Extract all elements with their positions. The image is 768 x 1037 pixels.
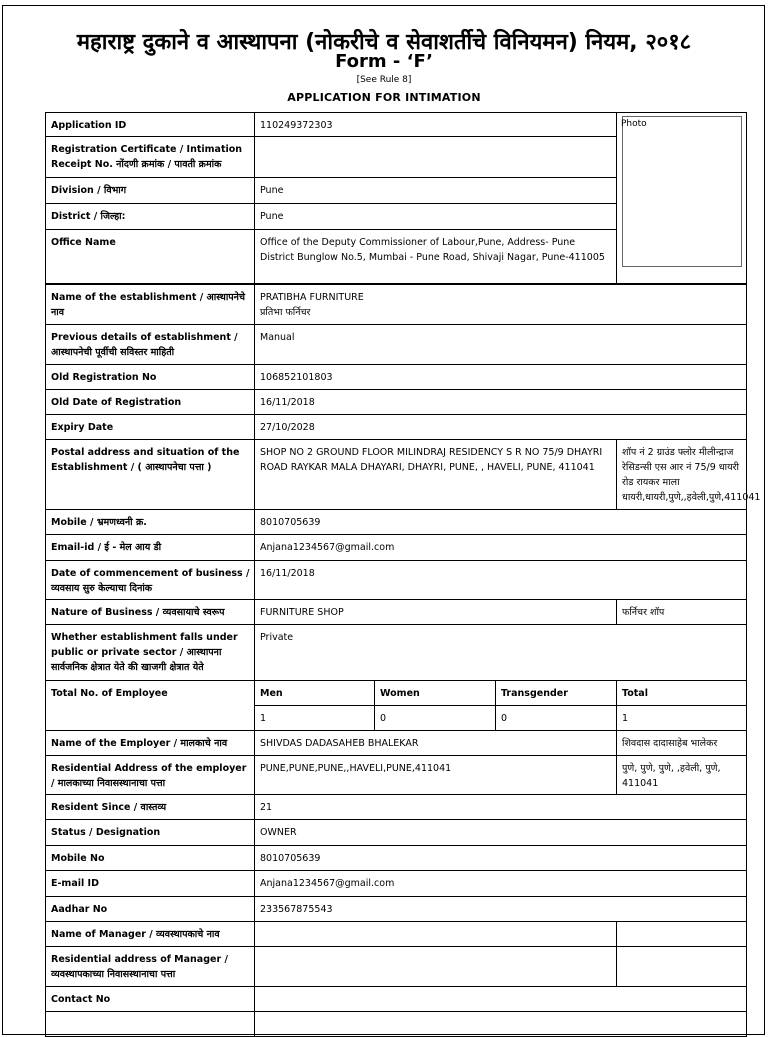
table-row <box>46 756 747 795</box>
table-row <box>46 415 747 440</box>
table-row <box>46 947 747 987</box>
table-row <box>46 390 747 415</box>
old-date-value: 16/11/2018 <box>255 390 747 415</box>
expiry-date-label: Expiry Date <box>46 415 255 440</box>
manager-address-en <box>255 947 617 987</box>
blank-cell <box>255 1012 747 1037</box>
form-label: Form - ‘F’ <box>335 51 433 72</box>
table-row <box>46 625 747 681</box>
field-value: Pune <box>255 178 617 204</box>
table-row <box>46 510 747 535</box>
manager-name-en <box>255 922 617 947</box>
status-label: Status / Designation <box>46 820 255 846</box>
page-title: महाराष्ट्र दुकाने व आस्थापना (नोकरीचे व सेवाशर्तीचे विनियमन) नियम, २०१८ <box>76 30 692 55</box>
field-label: Registration Certificate / Intimation Receipt No. नोंदणी क्रमांक / पावती क्रमांक <box>46 137 255 178</box>
manager-address-label: Residential address of Manager / व्यवस्थापकाच्या निवासस्थानाचा पत्ता <box>46 947 255 987</box>
table-row <box>46 681 747 706</box>
employer-address-label: Residential Address of the employer / मालकाच्या निवासस्थानाचा पत्ता <box>46 756 255 795</box>
field-value <box>255 137 617 178</box>
contact-no-label: Contact No <box>46 987 255 1012</box>
table-row <box>46 795 747 820</box>
field-label: Application ID <box>46 113 255 137</box>
email-value: Anjana1234567@gmail.com <box>255 535 747 561</box>
manager-name-label: Name of Manager / व्यवस्थापकाचे नाव <box>46 922 255 947</box>
expiry-date-value: 27/10/2028 <box>255 415 747 440</box>
employees-total-header: Total <box>617 681 747 706</box>
aadhar-value: 233567875543 <box>255 897 747 922</box>
photo-label: Photo <box>621 119 647 129</box>
aadhar-label: Aadhar No <box>46 897 255 922</box>
table-row <box>46 285 747 325</box>
contact-no-value <box>255 987 747 1012</box>
commencement-label: Date of commencement of business / व्यवसाय सुरु केल्याचा दिनांक <box>46 561 255 600</box>
employer-name-mr: शिवदास दादासाहेब भालेकर <box>617 731 747 756</box>
table-row <box>46 365 747 390</box>
field-label: District / जिल्हा: <box>46 204 255 230</box>
nature-value-en: FURNITURE SHOP <box>255 600 617 625</box>
mobile-label: Mobile / भ्रमणध्वनी क्र. <box>46 510 255 535</box>
nature-value-mr: फर्निचर शॉप <box>617 600 747 625</box>
blank-cell <box>46 1012 255 1037</box>
field-value: 110249372303 <box>255 113 617 137</box>
employees-men-header: Men <box>255 681 375 706</box>
employer-mobile-label: Mobile No <box>46 846 255 871</box>
details-table <box>45 284 761 1037</box>
mobile-value: 8010705639 <box>255 510 747 535</box>
employer-address-mr: पुणे, पुणे, पुणे, ,हवेली, पुणे, 411041 <box>617 756 747 795</box>
status-value: OWNER <box>255 820 747 846</box>
nature-label: Nature of Business / व्यवसायाचे स्वरूप <box>46 600 255 625</box>
postal-address-label: Postal address and situation of the Establishment / ( आस्थापनेचा पत्ता ) <box>46 440 255 510</box>
form-heading: APPLICATION FOR INTIMATION <box>287 91 481 104</box>
email-label: Email-id / ई - मेल आय डी <box>46 535 255 561</box>
employees-women-header: Women <box>375 681 496 706</box>
sector-label: Whether establishment falls under public or private sector / आस्थापना सार्वजनिक क्षेत्रात येते की खाजगी क्षेत्रात येते <box>46 625 255 681</box>
table-row <box>46 987 747 1012</box>
field-value: Pune <box>255 204 617 230</box>
table-row <box>46 325 747 365</box>
employees-women-value: 0 <box>375 706 496 731</box>
previous-details-label: Previous details of establishment / आस्थापनेची पूर्वीची सविस्तर माहिती <box>46 325 255 365</box>
table-row <box>46 535 747 561</box>
old-registration-label: Old Registration No <box>46 365 255 390</box>
field-label: Division / विभाग <box>46 178 255 204</box>
field-value: Office of the Deputy Commissioner of Labour,Pune, Address- Pune District Bunglow No.5, Mumbai - Pune Road, Shivaji Nagar, Pune-411005 <box>255 230 617 284</box>
manager-name-mr <box>617 922 747 947</box>
commencement-value: 16/11/2018 <box>255 561 747 600</box>
employees-transgender-value: 0 <box>496 706 617 731</box>
table-row <box>46 922 747 947</box>
establishment-name-en: PRATIBHA FURNITURE <box>260 292 364 303</box>
table-row <box>46 871 747 897</box>
establishment-name-mr: प्रतिभा फर्निचर <box>260 307 311 318</box>
employees-men-value: 1 <box>255 706 375 731</box>
photo-box <box>622 116 742 267</box>
employer-mobile-value: 8010705639 <box>255 846 747 871</box>
employer-name-label: Name of the Employer / मालकाचे नाव <box>46 731 255 756</box>
table-row <box>46 440 747 510</box>
manager-address-mr <box>617 947 747 987</box>
postal-address-mr: शॉप नं 2 ग्राउंड फ्लोर मीलीन्द्राज रेसिडन्सी एस आर नं 75/9 धायरी रोड रायकर माला धायरी,धायरी,पुणे,,हवेली,पुणे,411041 <box>617 440 747 510</box>
old-registration-value: 106852101803 <box>255 365 747 390</box>
table-row <box>46 897 747 922</box>
table-row <box>46 600 747 625</box>
establishment-name-value <box>255 285 747 325</box>
employees-transgender-header: Transgender <box>496 681 617 706</box>
resident-since-label: Resident Since / वास्तव्य <box>46 795 255 820</box>
previous-details-value: Manual <box>255 325 747 365</box>
field-label: Office Name <box>46 230 255 284</box>
employees-total-value: 1 <box>617 706 747 731</box>
postal-address-en: SHOP NO 2 GROUND FLOOR MILINDRAJ RESIDENCY S R NO 75/9 DHAYRI ROAD RAYKAR MALA DHAYARI, DHAYRI, PUNE, , HAVELI, PUNE, 411041 <box>255 440 617 510</box>
table-row <box>46 820 747 846</box>
employer-email-value: Anjana1234567@gmail.com <box>255 871 747 897</box>
employer-email-label: E-mail ID <box>46 871 255 897</box>
table-row <box>46 1012 747 1037</box>
employer-address-en: PUNE,PUNE,PUNE,,HAVELI,PUNE,411041 <box>255 756 617 795</box>
table-row <box>46 846 747 871</box>
old-date-label: Old Date of Registration <box>46 390 255 415</box>
table-row <box>46 731 747 756</box>
resident-since-value: 21 <box>255 795 747 820</box>
table-row <box>46 561 747 600</box>
employee-count-label: Total No. of Employee <box>46 681 255 731</box>
establishment-name-label: Name of the establishment / आस्थापनेचे नाव <box>46 285 255 325</box>
rule-reference: [See Rule 8] <box>356 75 412 85</box>
employer-name-en: SHIVDAS DADASAHEB BHALEKAR <box>255 731 617 756</box>
sector-value: Private <box>255 625 747 681</box>
